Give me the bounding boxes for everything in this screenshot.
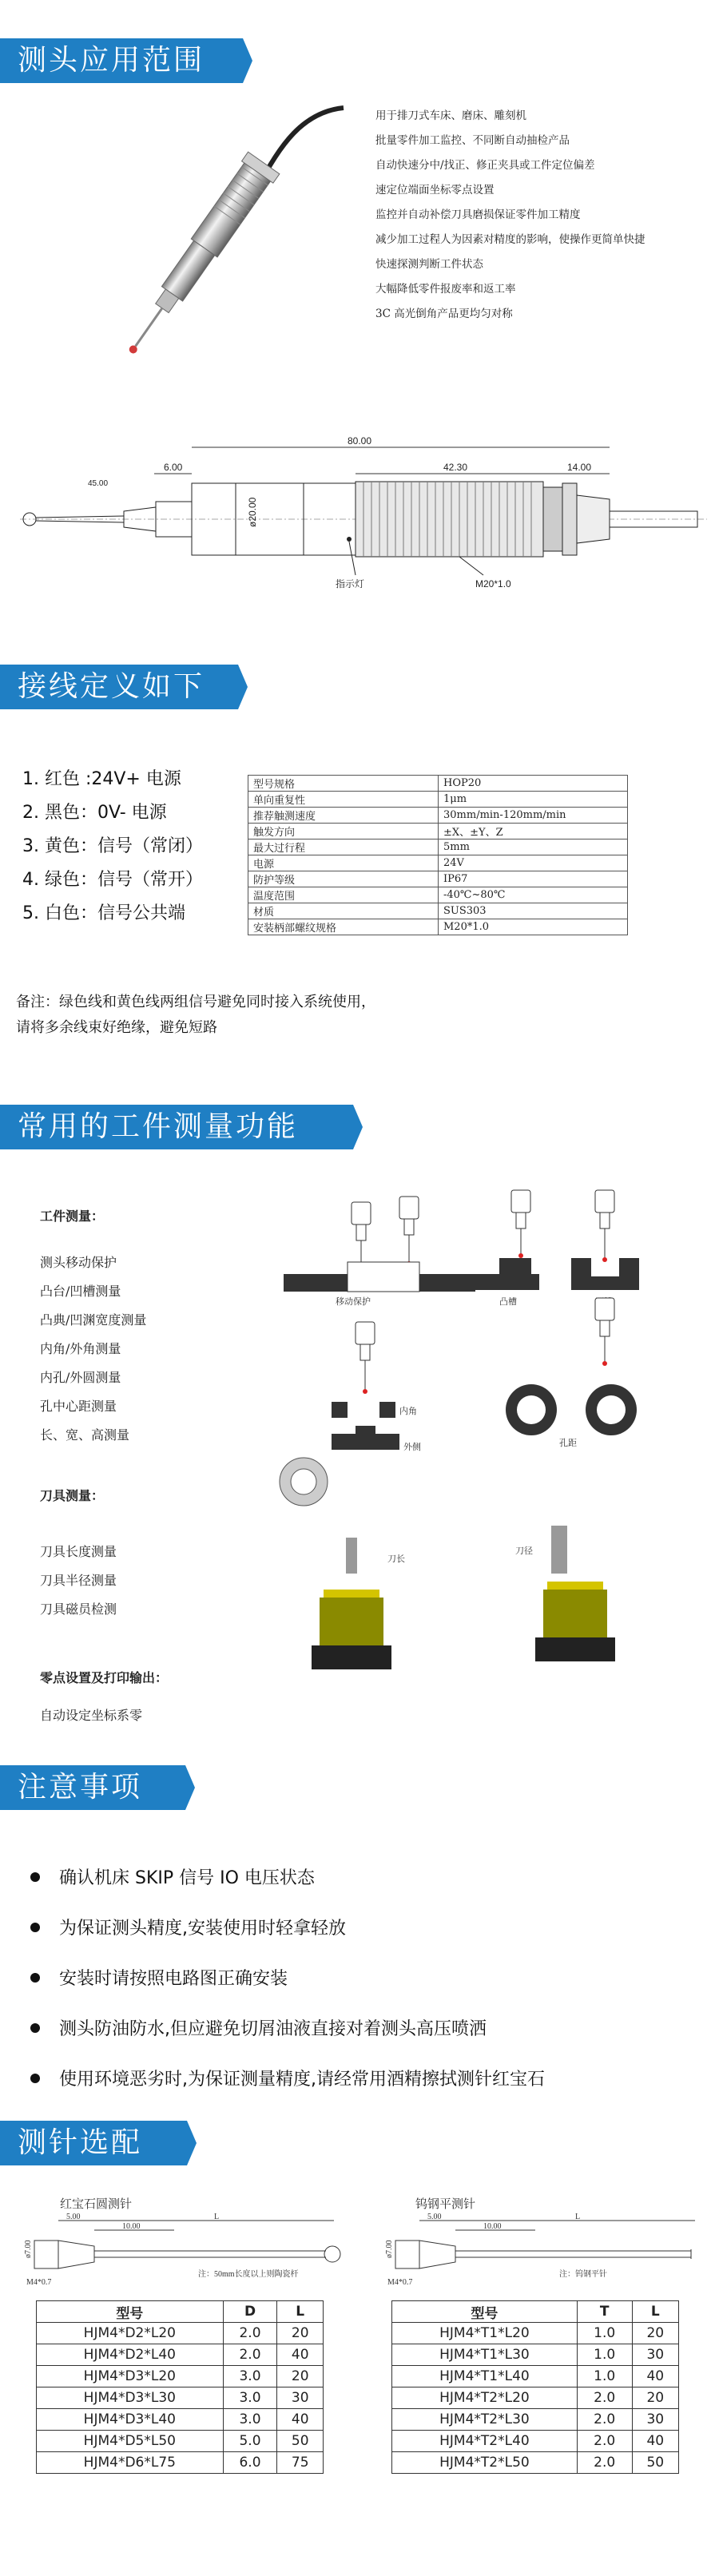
measurement-diagrams <box>276 1174 699 1701</box>
workpiece-item: 内角/外角测量 <box>40 1341 121 1356</box>
note-item: 使用环境恶劣时,为保证测量精度,请经常用酒精擦拭测针红宝石 <box>30 2053 545 2103</box>
ruby-drawing <box>14 2213 350 2292</box>
bullet-icon <box>30 2074 40 2083</box>
workpiece-item: 测头移动保护 <box>40 1255 117 1270</box>
application-item: 3C 高光倒角产品更均匀对称 <box>375 308 513 320</box>
note-item: 为保证测头精度,安装使用时轻拿轻放 <box>30 1902 545 1952</box>
table-header: 型号 T L <box>392 2301 679 2323</box>
application-item: 大幅降低零件报废率和返工率 <box>375 283 516 296</box>
tool-list <box>40 1538 117 1624</box>
carbide-drawing <box>375 2213 711 2292</box>
dim-tip: 6.00 <box>164 462 183 473</box>
ruby-dim2: 10.00 <box>122 2222 141 2231</box>
spec-table <box>248 775 628 935</box>
table-header: 型号 D L <box>37 2301 324 2323</box>
workpiece-item: 孔中心距测量 <box>40 1399 117 1414</box>
application-item: 快速探测判断工件状态 <box>375 258 483 271</box>
spec-key: 触发方向 <box>248 824 439 839</box>
carbide-thread: M4*0.7 <box>387 2278 413 2287</box>
spec-row <box>248 808 628 824</box>
wire-item-white: 5. 白色：信号公共端 <box>22 903 185 923</box>
spec-row <box>248 824 628 839</box>
spec-key: 最大过行程 <box>248 839 439 855</box>
carbide-dim1: 5.00 <box>427 2213 442 2221</box>
ruby-dim1: 5.00 <box>66 2213 81 2221</box>
spec-key: 温度范围 <box>248 887 439 903</box>
wire-list <box>22 763 203 931</box>
label-tool-radius: 刀径 <box>515 1546 533 1556</box>
zero-item: 自动设定坐标系零 <box>40 1708 143 1723</box>
application-item: 减少加工过程人为因素对精度的影响，使操作更简单快捷 <box>375 233 646 246</box>
ruby-note: 注：50mm长度以上则陶瓷杆 <box>198 2270 299 2279</box>
label-outer-angle: 外侧 <box>403 1443 421 1452</box>
carbide-note: 注：钨钢平针 <box>559 2270 607 2279</box>
tool-heading: 刀具测量： <box>40 1488 105 1503</box>
spec-value: SUS303 <box>439 903 628 919</box>
dim-stylus: 45.00 <box>88 479 109 488</box>
ruby-title: 红宝石圆测针 <box>60 2197 133 2211</box>
workpiece-item: 凸典/凹渊宽度测量 <box>40 1312 147 1328</box>
ruby-dia: ø7.00 <box>24 2240 33 2258</box>
spec-row <box>248 903 628 919</box>
carbide-dim2: 10.00 <box>483 2222 502 2231</box>
carbide-dia: ø7.00 <box>385 2240 394 2258</box>
probe-photo <box>16 96 367 367</box>
spec-key: 材质 <box>248 903 439 919</box>
indicator-label: 指示灯 <box>336 578 365 589</box>
note-item: 确认机床 SKIP 信号 IO 电压状态 <box>30 1852 545 1902</box>
note-item: 安装时请按照电路图正确安装 <box>30 1952 545 2002</box>
label-inner-angle: 内角 <box>399 1407 417 1416</box>
table-row: HJM4*D3*L40 3.0 40 <box>37 2409 324 2431</box>
wire-item-green: 4. 绿色：信号（常开） <box>22 870 203 890</box>
table-row: HJM4*D3*L20 3.0 20 <box>37 2366 324 2387</box>
spec-key: 电源 <box>248 855 439 871</box>
thread-label: M20*1.0 <box>475 578 511 589</box>
application-item: 批量零件加工监控、不同断自动抽检产品 <box>375 134 570 147</box>
section-banner-stylus: 测针选配 <box>0 2121 187 2165</box>
section-banner-wiring: 接线定义如下 <box>0 665 238 709</box>
label-protect: 移动保护 <box>336 1297 371 1307</box>
label-boss: 凸槽 <box>499 1297 517 1307</box>
application-list <box>375 104 646 327</box>
spec-key: 单向重复性 <box>248 792 439 808</box>
carbide-dimL: L <box>575 2213 581 2221</box>
workpiece-item: 内孔/外圆测量 <box>40 1370 121 1385</box>
spec-key: 推荐触测速度 <box>248 808 439 824</box>
wire-item-yellow: 3. 黄色：信号（常闭） <box>22 836 203 856</box>
note-item: 测头防油防水,但应避免切屑油液直接对着测头高压喷洒 <box>30 2002 545 2053</box>
bullet-icon <box>30 1923 40 1932</box>
table-row: HJM4*D2*L20 2.0 20 <box>37 2323 324 2344</box>
table-row: HJM4*T2*L20 2.0 20 <box>392 2387 679 2409</box>
bullet-icon <box>30 1872 40 1882</box>
table-row: HJM4*D2*L40 2.0 40 <box>37 2344 324 2366</box>
ruby-table <box>36 2300 324 2474</box>
table-row: HJM4*T2*L50 2.0 50 <box>392 2452 679 2474</box>
label-hole: 孔距 <box>559 1439 577 1448</box>
spec-value: 1μm <box>439 792 628 808</box>
zero-list <box>40 1701 142 1730</box>
application-item: 用于排刀式车床、磨床、雕刻机 <box>375 109 526 122</box>
spec-value: -40℃~80℃ <box>439 887 628 903</box>
notes-list <box>30 1852 545 2103</box>
ruby-thread: M4*0.7 <box>26 2278 52 2287</box>
zero-heading: 零点设置及打印输出： <box>40 1670 169 1685</box>
tool-item: 刀具长度测量 <box>40 1544 117 1559</box>
wire-item-red: 1. 红色 :24V+ 电源 <box>22 769 181 789</box>
application-item: 监控并自动补偿刀具磨损保证零件加工精度 <box>375 208 581 221</box>
spec-value: IP67 <box>439 871 628 887</box>
table-row: HJM4*T2*L40 2.0 40 <box>392 2431 679 2452</box>
workpiece-item: 长、宽、高测量 <box>40 1427 130 1443</box>
carbide-title: 钨钢平测针 <box>415 2197 476 2211</box>
table-row: HJM4*T1*L20 1.0 20 <box>392 2323 679 2344</box>
workpiece-list <box>40 1248 146 1450</box>
spec-key: 防护等级 <box>248 871 439 887</box>
application-item: 速定位端面坐标零点设置 <box>375 184 495 196</box>
tool-item: 刀具磁员检测 <box>40 1602 117 1617</box>
spec-key: 型号规格 <box>248 776 439 792</box>
spec-value: 30mm/min-120mm/min <box>439 808 628 824</box>
tool-item: 刀具半径测量 <box>40 1573 117 1588</box>
spec-row <box>248 871 628 887</box>
table-row: HJM4*T1*L40 1.0 40 <box>392 2366 679 2387</box>
table-row: HJM4*T2*L30 2.0 30 <box>392 2409 679 2431</box>
table-row: HJM4*D5*L50 5.0 50 <box>37 2431 324 2452</box>
dim-total: 80.00 <box>348 435 372 447</box>
application-item: 自动快速分中/找正、修正夹具或工件定位偏差 <box>375 159 595 172</box>
dim-nut: 14.00 <box>567 462 592 473</box>
section-banner-functions: 常用的工件测量功能 <box>0 1105 353 1149</box>
spec-row <box>248 855 628 871</box>
label-tool-length: 刀长 <box>387 1554 405 1564</box>
wire-item-black: 2. 黑色：0V- 电源 <box>22 803 167 823</box>
spec-value: M20*1.0 <box>439 919 628 935</box>
bullet-icon <box>30 1973 40 1983</box>
spec-row <box>248 839 628 855</box>
table-row: HJM4*D3*L30 3.0 30 <box>37 2387 324 2409</box>
spec-row <box>248 792 628 808</box>
workpiece-heading: 工件测量： <box>40 1209 105 1224</box>
spec-value: HOP20 <box>439 776 628 792</box>
dim-thread-length: 42.30 <box>443 462 468 473</box>
bullet-icon <box>30 2023 40 2033</box>
spec-value: 24V <box>439 855 628 871</box>
probe-icon <box>352 1197 419 1272</box>
spec-row <box>248 919 628 935</box>
section-banner-application: 测头应用范围 <box>0 38 243 83</box>
table-row: HJM4*D6*L75 6.0 75 <box>37 2452 324 2474</box>
spec-row <box>248 887 628 903</box>
dim-diameter: ø20.00 <box>247 497 258 527</box>
spec-row <box>248 776 628 792</box>
table-row: HJM4*T1*L30 1.0 30 <box>392 2344 679 2366</box>
wiring-note-line1: 备注：绿色线和黄色线两组信号避免同时接入系统使用， <box>16 994 375 1010</box>
spec-key: 安装柄部螺纹规格 <box>248 919 439 935</box>
workpiece-item: 凸台/凹槽测量 <box>40 1284 121 1299</box>
carbide-table <box>391 2300 679 2474</box>
ruby-dimL: L <box>214 2213 220 2221</box>
spec-value: 5mm <box>439 839 628 855</box>
section-banner-notes: 注意事项 <box>0 1765 185 1810</box>
wiring-note-line2: 请将多余线束好绝缘，避免短路 <box>16 1019 217 1036</box>
dimension-drawing <box>12 435 707 603</box>
spec-value: ±X、±Y、Z <box>439 824 628 839</box>
